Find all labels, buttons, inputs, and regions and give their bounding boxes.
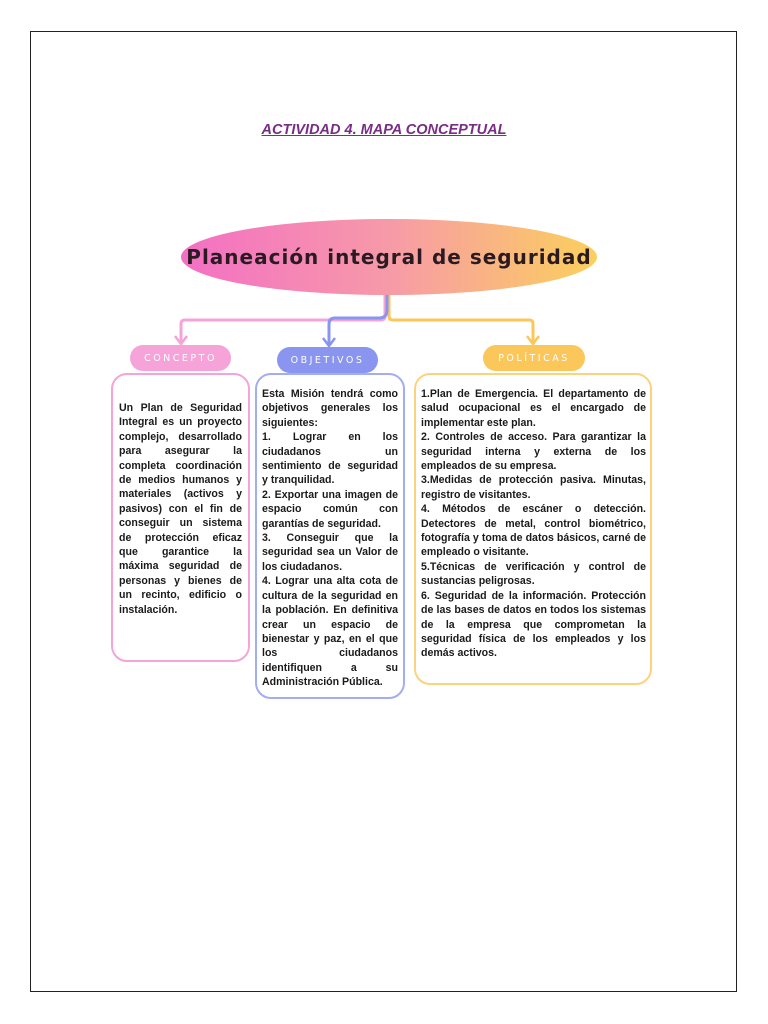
objetivos-box xyxy=(255,373,405,699)
politicas-label: POLÍTICAS xyxy=(483,345,585,371)
concepto-text: Un Plan de Seguridad Integral es un proyecto complejo, desarrollado para asegurar la completa coordinación de medios humanos y materiales (activos y pasivos) con el fin de conseguir un sistema de protección eficaz que garantice la máxima seguridad de personas y bienes de un recinto, edificio o instalación. xyxy=(119,402,242,616)
politicas-box xyxy=(414,373,652,685)
politica-item: 3.Medidas de protección pasiva. Minutas, registro de visitantes. xyxy=(421,474,646,501)
concepto-box xyxy=(111,373,250,662)
politica-item: 1.Plan de Emergencia. El departamento de salud ocupacional es el encargado de implementar este plan. xyxy=(421,388,646,429)
connector-objetivos xyxy=(329,295,387,344)
politica-item: 6. Seguridad de la información. Protección de las bases de datos en todos los sistemas de la empresa que comprometan la seguridad física de los empleados y los demás activos. xyxy=(421,589,646,660)
objetivo-item: 4. Lograr una alta cota de cultura de la seguridad en la población. En definitiva crear un espacio de bienestar y paz, en el que los ciudadanos identifiquen a su Administración Pública. xyxy=(262,575,398,689)
connector-politicas xyxy=(389,295,533,342)
politica-item: 4. Métodos de escáner o detección. Detectores de metal, control biométrico, fotografía y toma de datos básicos, carné de empleado o visitante. xyxy=(421,503,646,559)
objetivos-label: OBJETIVOS xyxy=(277,347,378,373)
politica-item: 2. Controles de acceso. Para garantizar la seguridad interna y externa de los empleados de su empresa. xyxy=(421,431,646,473)
document-title: ACTIVIDAD 4. MAPA CONCEPTUAL xyxy=(261,122,507,138)
concepto-label: CONCEPTO xyxy=(130,345,231,371)
objetivos-intro: Esta Misión tendrá como objetivos generales los siguientes: xyxy=(262,388,398,429)
objetivo-item: 3. Conseguir que la seguridad sea un Valor de los ciudadanos. xyxy=(262,532,398,573)
politica-item: 5.Técnicas de verificación y control de sustancias peligrosas. xyxy=(421,560,646,588)
objetivo-item: 1. Lograr en los ciudadanos un sentimiento de seguridad y tranquilidad. xyxy=(262,431,398,487)
main-topic-title: Planeación integral de seguridad xyxy=(186,245,592,269)
objetivo-item: 2. Exportar una imagen de espacio común con garantías de seguridad. xyxy=(262,488,398,530)
concept-map xyxy=(105,210,665,700)
main-topic-oval xyxy=(181,219,597,295)
